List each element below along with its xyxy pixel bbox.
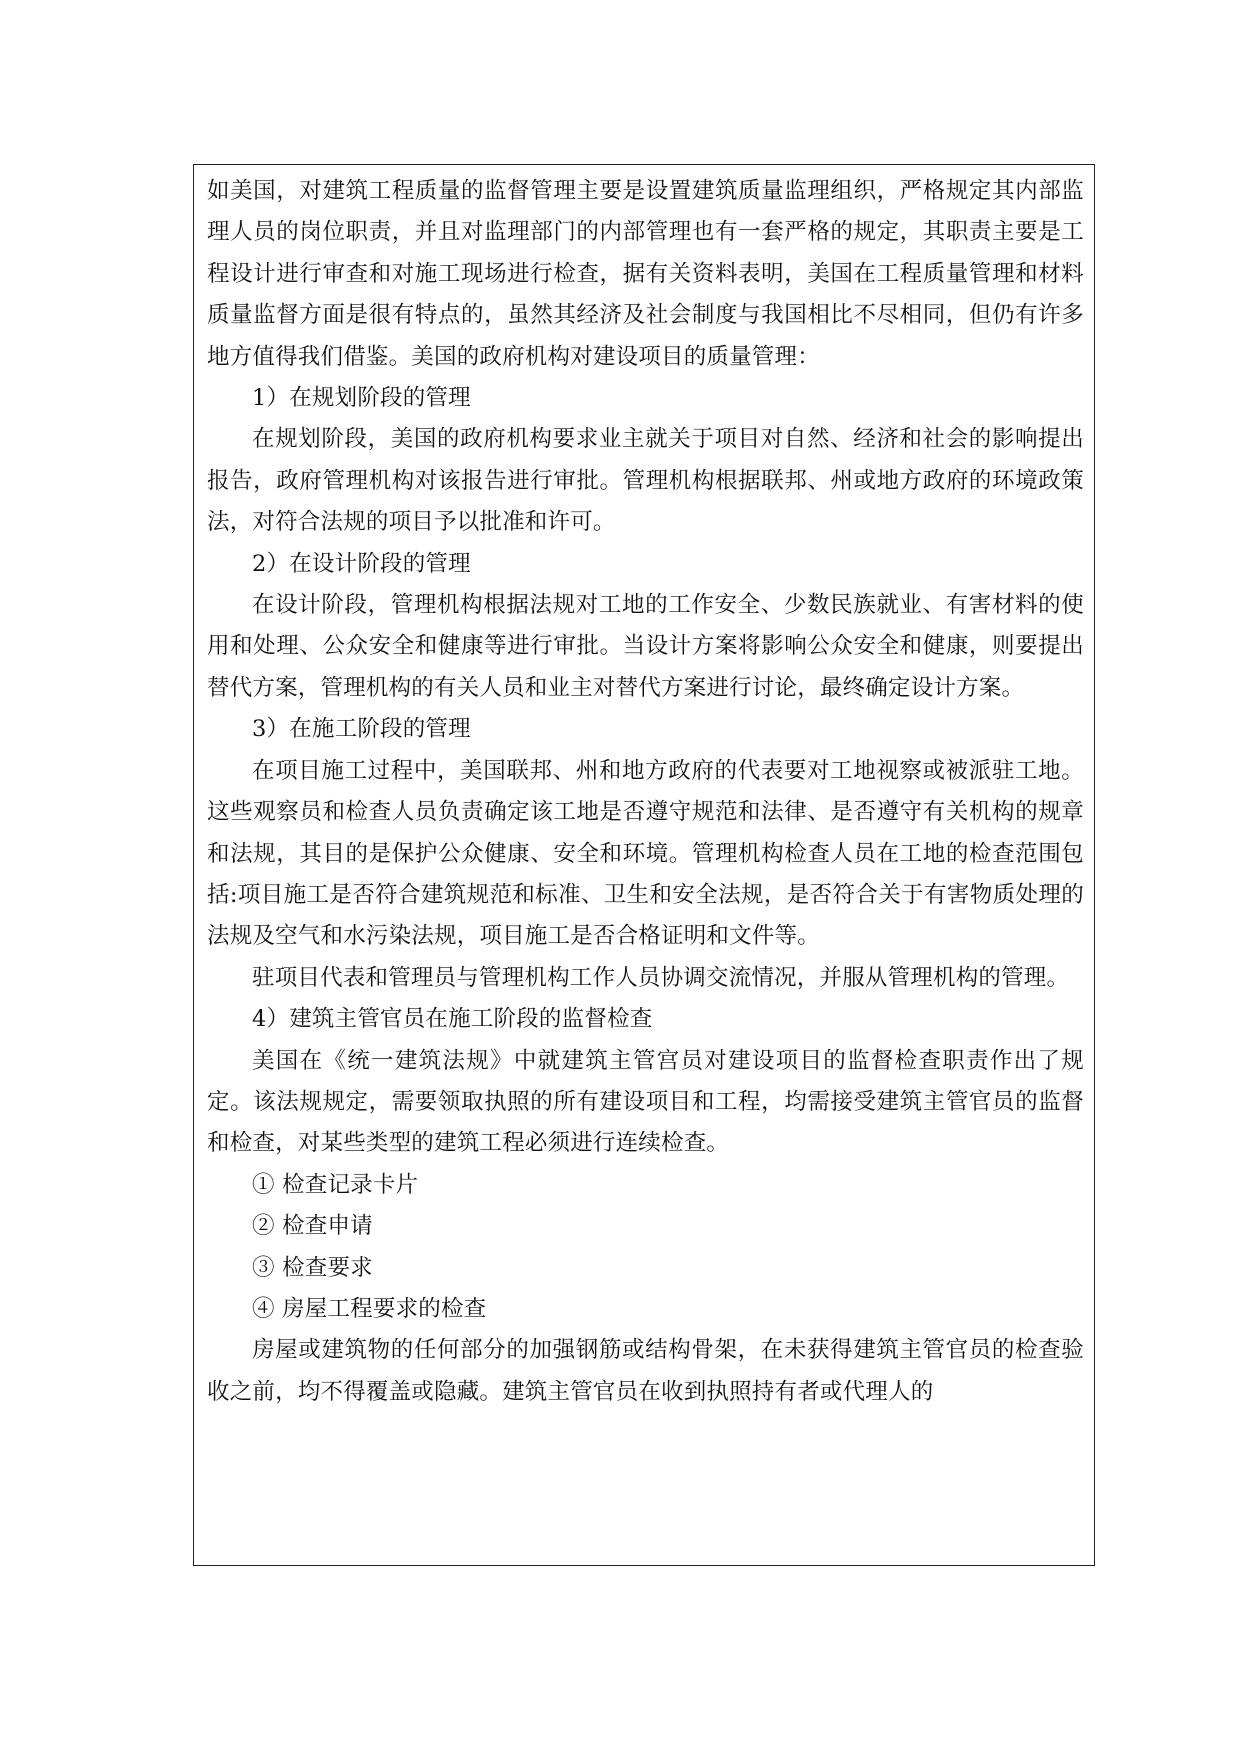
paragraph: 在规划阶段，美国的政府机构要求业主就关于项目对自然、经济和社会的影响提出报告，政府管理机构对该报告进行审批。管理机构根据联邦、州或地方政府的环境政策法，对符合法规的项目予以批准和许可。 (207, 426, 1084, 536)
paragraph: 在设计阶段，管理机构根据法规对工地的工作安全、少数民族就业、有害材料的使用和处理、公众安全和健康等进行审批。当设计方案将影响公众安全和健康，则要提出替代方案，管理机构的有关人员和业主对替代方案进行讨论，最终确定设计方案。 (207, 592, 1084, 701)
paragraph: 如美国，对建筑工程质量的监督管理主要是设置建筑质量监理组织，严格规定其内部监理人员的岗位职责，并且对监理部门的内部管理也有一套严格的规定，其职责主要是工程设计进行审查和对施工现场进行检查，据有关资料表明，美国在工程质量管理和材料质量监督方面是很有特点的，虽然其经济及社会制度与我国相比不尽相同，但仍有许多地方值得我们借鉴。美国的政府机构对建设项目的质量管理： (207, 178, 1084, 370)
paragraph: ③ 检查要求 (252, 1254, 373, 1281)
paragraph: 1）在规划阶段的管理 (252, 385, 471, 412)
paragraph: 驻项目代表和管理员与管理机构工作人员协调交流情况，并服从管理机构的管理。 (252, 964, 1070, 991)
paragraph: ① 检查记录卡片 (252, 1171, 419, 1198)
paragraph: 4）建筑主管官员在施工阶段的监督检查 (252, 1006, 653, 1033)
paragraph: 2）在设计阶段的管理 (252, 550, 471, 577)
paragraph: 房屋或建筑物的任何部分的加强钢筋或结构骨架，在未获得建筑主管官员的检查验收之前，均不得覆盖或隐藏。建筑主管官员在收到执照持有者或代理人的 (207, 1337, 1084, 1405)
document-frame (193, 164, 1095, 1566)
paragraph: 美国在《统一建筑法规》中就建筑主管宫员对建设项目的监督检查职责作出了规定。该法规规定，需要领取执照的所有建设项目和工程，均需接受建筑主管官员的监督和检查，对某些类型的建筑工程必须进行连续检查。 (207, 1047, 1084, 1157)
document-body (207, 171, 1084, 1413)
paragraph: 3）在施工阶段的管理 (252, 716, 471, 743)
paragraph: ② 检查申请 (252, 1213, 373, 1240)
paragraph: 在项目施工过程中，美国联邦、州和地方政府的代表要对工地视察或被派驻工地。这些观察员和检查人员负责确定该工地是否遵守规范和法律、是否遵守有关机构的规章和法规，其目的是保护公众健康、安全和环境。管理机构检查人员在工地的检查范围包括:项目施工是否符合建筑规范和标准、卫生和安全法规，是否符合关于有害物质处理的法规及空气和水污染法规，项目施工是否合格证明和文件等。 (207, 757, 1084, 950)
paragraph: ④ 房屋工程要求的检查 (252, 1295, 487, 1322)
